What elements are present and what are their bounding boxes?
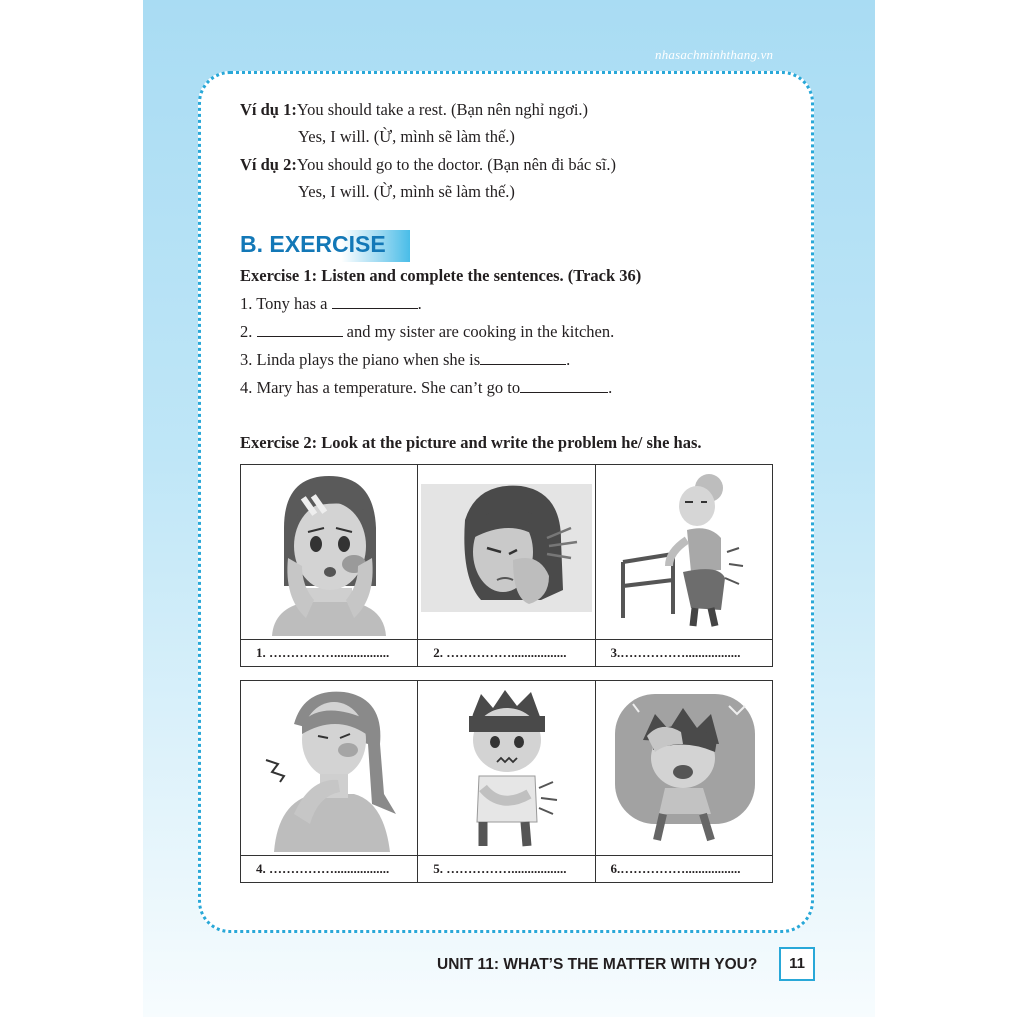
exercise-1-item-3	[240, 350, 570, 370]
item-4-text-before: 4. Mary has a temperature. She can’t go to	[240, 378, 521, 397]
example-2-reply: Yes, I will. (Ừ, mình sẽ làm thế.)	[298, 182, 515, 201]
picture-cell-4	[241, 681, 418, 856]
page-number: 11	[779, 947, 815, 981]
exercise-1-item-4	[240, 378, 612, 398]
item-1-text-before: 1. Tony has a	[240, 294, 332, 313]
item-3-text-before: 3. Linda plays the piano when she is	[240, 350, 481, 369]
answer-blank-2[interactable]	[257, 322, 343, 337]
old-woman-backache-illustration	[599, 468, 770, 636]
woman-sore-throat-illustration	[244, 684, 415, 852]
example-2-label: Ví dụ 2:	[240, 155, 297, 174]
answer-cell-3[interactable]: 3.…………….................	[595, 640, 772, 667]
answer-cell-2[interactable]: 2. …………….................	[418, 640, 595, 667]
answer-cell-6[interactable]: 6.…………….................	[595, 856, 772, 883]
unit-title: UNIT 11: WHAT’S THE MATTER WITH YOU?	[437, 956, 758, 973]
woman-earache-photo	[421, 468, 592, 636]
answer-cell-4[interactable]: 4. …………….................	[241, 856, 418, 883]
picture-cell-5	[418, 681, 595, 856]
picture-cell-2	[418, 465, 595, 640]
exercise-2-title: Exercise 2: Look at the picture and write the problem he/ she has.	[240, 433, 702, 452]
picture-cell-3	[595, 465, 772, 640]
answer-blank-3[interactable]	[480, 350, 566, 365]
item-2-text-before: 2.	[240, 322, 257, 341]
example-1-sentence: You should take a rest. (Bạn nên nghỉ ngơi.)	[296, 100, 589, 119]
section-heading	[238, 230, 410, 262]
example-1-reply: Yes, I will. (Ừ, mình sẽ làm thế.)	[298, 127, 515, 146]
picture-grid-row-2	[240, 680, 773, 883]
girl-toothache-illustration	[244, 468, 415, 636]
item-4-text-after: .	[608, 378, 613, 397]
example-1-label: Ví dụ 1:	[240, 100, 297, 119]
picture-cell-6	[595, 681, 772, 856]
exercise-1-title: Exercise 1: Listen and complete the sentences. (Track 36)	[240, 266, 642, 285]
section-title: B. EXERCISE	[240, 231, 386, 257]
answer-cell-1[interactable]: 1. …………….................	[241, 640, 418, 667]
exercise-1-item-1	[240, 294, 422, 314]
boy-stomachache-illustration	[421, 684, 592, 852]
site-url: nhasachminhthang.vn	[655, 47, 774, 62]
picture-grid-row-1	[240, 464, 773, 667]
boy-headache-illustration	[599, 684, 770, 852]
example-2	[240, 155, 616, 175]
picture-cell-1	[241, 465, 418, 640]
answer-cell-5[interactable]: 5. …………….................	[418, 856, 595, 883]
answer-blank-1[interactable]	[332, 294, 418, 309]
item-1-text-after: .	[417, 294, 422, 313]
exercise-1-item-2	[240, 322, 614, 342]
example-2-sentence: You should go to the doctor. (Bạn nên đi bác sĩ.)	[296, 155, 616, 174]
answer-blank-4[interactable]	[520, 378, 608, 393]
example-1	[240, 100, 588, 120]
item-2-text-after: and my sister are cooking in the kitchen.	[342, 322, 615, 341]
item-3-text-after: .	[566, 350, 571, 369]
